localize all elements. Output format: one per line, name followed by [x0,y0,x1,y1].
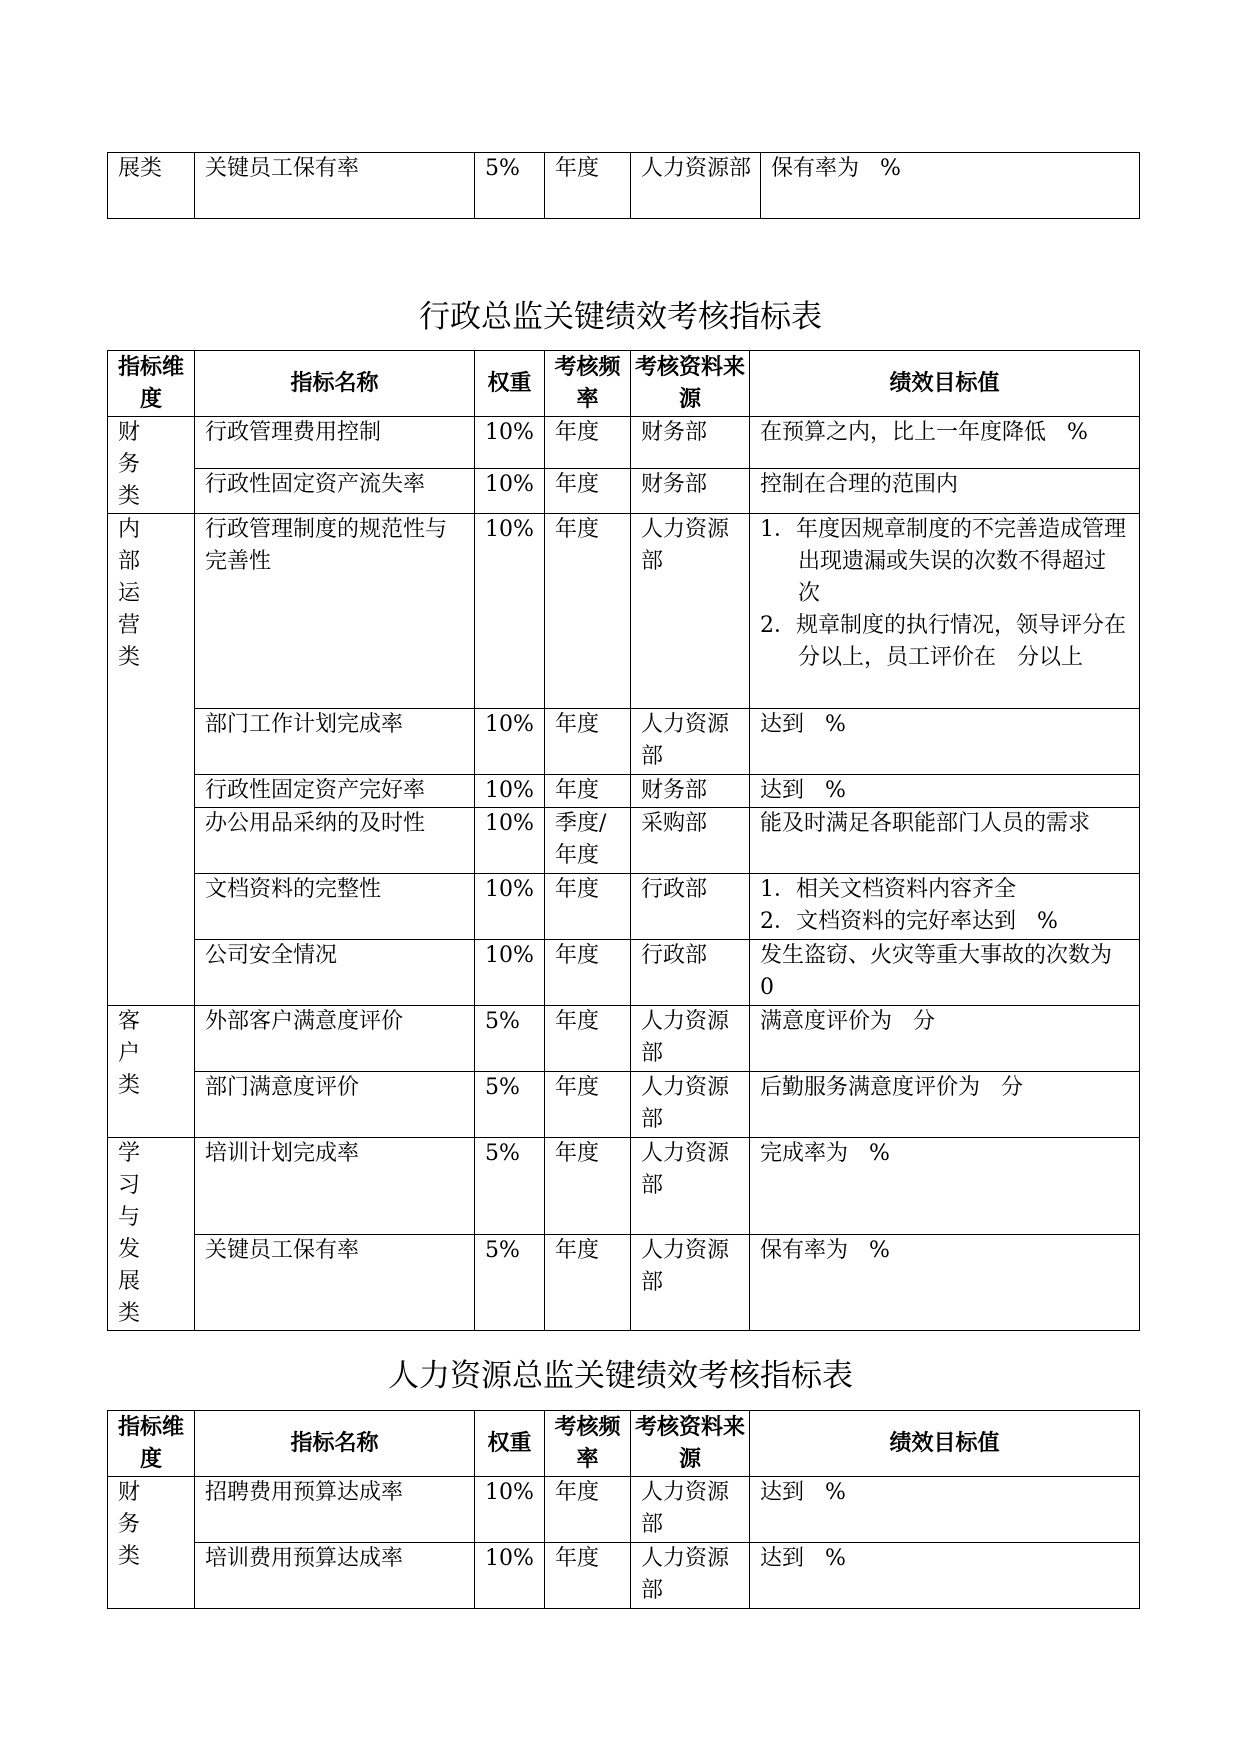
indicator-name-cell: 关键员工保有率 [195,1234,475,1331]
weight-cell: 5% [475,1072,545,1138]
target-cell: 达到 % [750,1477,1140,1543]
header-target: 绩效目标值 [750,1411,1140,1477]
weight-cell: 10% [475,808,545,874]
header-name: 指标名称 [195,1411,475,1477]
hr-kpi-table [107,1410,1140,1609]
table-row [108,1543,1140,1609]
target-cell: 完成率为 % [750,1138,1140,1235]
frequency-cell: 年度 [545,153,631,219]
table-row [108,1138,1140,1235]
table-row [108,940,1140,1006]
target-cell: 达到 % [750,1543,1140,1609]
target-cell [750,874,1140,940]
weight-cell: 5% [475,153,545,219]
weight-cell: 10% [475,417,545,469]
weight-cell: 10% [475,514,545,709]
target-cell: 后勤服务满意度评价为 分 [750,1072,1140,1138]
indicator-name-cell: 行政管理制度的规范性与完善性 [195,514,475,709]
header-frequency: 考核频率 [545,1411,631,1477]
target-item: 1．相关文档资料内容齐全 [760,877,1016,902]
target-item: 2．文档资料的完好率达到 % [760,909,1058,934]
weight-cell: 10% [475,940,545,1006]
target-cell: 达到 % [750,709,1140,775]
source-cell: 人力资源部 [631,153,761,219]
header-row [108,1411,1140,1477]
table-row [108,709,1140,775]
source-cell: 财务部 [631,417,750,469]
indicator-name-cell: 部门工作计划完成率 [195,709,475,775]
weight-cell: 5% [475,1234,545,1331]
hr-table-title: 人力资源总监关键绩效考核指标表 [388,1358,853,1394]
source-cell: 人力资源部 [631,1543,750,1609]
weight-cell: 10% [475,1477,545,1543]
frequency-cell: 年度 [545,874,631,940]
header-row [108,351,1140,417]
dimension-cell: 学 习 与 发 展 类 [108,1138,195,1331]
frequency-cell: 季度/年度 [545,808,631,874]
frequency-cell: 年度 [545,514,631,709]
frequency-cell: 年度 [545,775,631,808]
indicator-name-cell: 部门满意度评价 [195,1072,475,1138]
header-dimension: 指标维度 [108,351,195,417]
frequency-cell: 年度 [545,940,631,1006]
target-cell: 满意度评价为 分 [750,1006,1140,1072]
target-cell: 发生盗窃、火灾等重大事故的次数为 0 [750,940,1140,1006]
header-name: 指标名称 [195,351,475,417]
header-frequency: 考核频率 [545,351,631,417]
header-source: 考核资料来源 [631,1411,750,1477]
table-row [108,1072,1140,1138]
source-cell: 财务部 [631,469,750,514]
target-cell: 控制在合理的范围内 [750,469,1140,514]
header-source: 考核资料来源 [631,351,750,417]
indicator-name-cell: 公司安全情况 [195,940,475,1006]
header-target: 绩效目标值 [750,351,1140,417]
weight-cell: 5% [475,1006,545,1072]
indicator-name-cell: 文档资料的完整性 [195,874,475,940]
weight-cell: 5% [475,1138,545,1235]
indicator-name-cell: 关键员工保有率 [195,153,475,219]
indicator-name-cell: 招聘费用预算达成率 [195,1477,475,1543]
frequency-cell: 年度 [545,1543,631,1609]
source-cell: 人力资源部 [631,514,750,709]
admin-table-title: 行政总监关键绩效考核指标表 [419,299,822,335]
frequency-cell: 年度 [545,1138,631,1235]
table-row [108,153,1140,219]
dimension-cell: 客 户 类 [108,1006,195,1138]
table-row [108,514,1140,709]
source-cell: 人力资源部 [631,709,750,775]
target-cell [750,514,1147,709]
table-row [108,417,1140,469]
target-cell: 在预算之内，比上一年度降低 % [750,417,1140,469]
table-row [108,1234,1140,1331]
indicator-name-cell: 培训计划完成率 [195,1138,475,1235]
weight-cell: 10% [475,469,545,514]
header-weight: 权重 [475,351,545,417]
indicator-name-cell: 培训费用预算达成率 [195,1543,475,1609]
weight-cell: 10% [475,874,545,940]
previous-table-fragment [107,152,1140,219]
header-weight: 权重 [475,1411,545,1477]
target-item: 2．规章制度的执行情况，领导评分在 分以上，员工评价在 分以上 [760,613,1147,670]
indicator-name-cell: 外部客户满意度评价 [195,1006,475,1072]
frequency-cell: 年度 [545,1072,631,1138]
table-row [108,1477,1140,1543]
table-row [108,775,1140,808]
table-row [108,1006,1140,1072]
dimension-cell: 内 部 运 营 类 [108,514,195,1006]
source-cell: 人力资源部 [631,1138,750,1235]
source-cell: 财务部 [631,775,750,808]
frequency-cell: 年度 [545,469,631,514]
target-item: 1．年度因规章制度的不完善造成管理出现遗漏或失误的次数不得超过 次 [760,517,1127,606]
source-cell: 人力资源部 [631,1234,750,1331]
target-cell: 达到 % [750,775,1140,808]
frequency-cell: 年度 [545,1477,631,1543]
table-row [108,874,1140,940]
weight-cell: 10% [475,1543,545,1609]
dimension-cell: 展类 [108,153,195,219]
indicator-name-cell: 行政性固定资产完好率 [195,775,475,808]
target-cell: 保有率为 % [750,1234,1140,1331]
indicator-name-cell: 行政性固定资产流失率 [195,469,475,514]
source-cell: 人力资源部 [631,1072,750,1138]
target-cell: 能及时满足各职能部门人员的需求 [750,808,1140,874]
table-row [108,808,1140,874]
dimension-cell: 财 务 类 [108,1477,195,1609]
weight-cell: 10% [475,775,545,808]
source-cell: 人力资源部 [631,1006,750,1072]
source-cell: 行政部 [631,940,750,1006]
source-cell: 人力资源部 [631,1477,750,1543]
header-dimension: 指标维度 [108,1411,195,1477]
frequency-cell: 年度 [545,1234,631,1331]
table-row [108,469,1140,514]
source-cell: 采购部 [631,808,750,874]
indicator-name-cell: 行政管理费用控制 [195,417,475,469]
frequency-cell: 年度 [545,709,631,775]
admin-kpi-table [107,350,1147,1331]
target-cell: 保有率为 % [761,153,1140,219]
dimension-cell: 财 务 类 [108,417,195,514]
frequency-cell: 年度 [545,417,631,469]
weight-cell: 10% [475,709,545,775]
frequency-cell: 年度 [545,1006,631,1072]
source-cell: 行政部 [631,874,750,940]
indicator-name-cell: 办公用品采纳的及时性 [195,808,475,874]
